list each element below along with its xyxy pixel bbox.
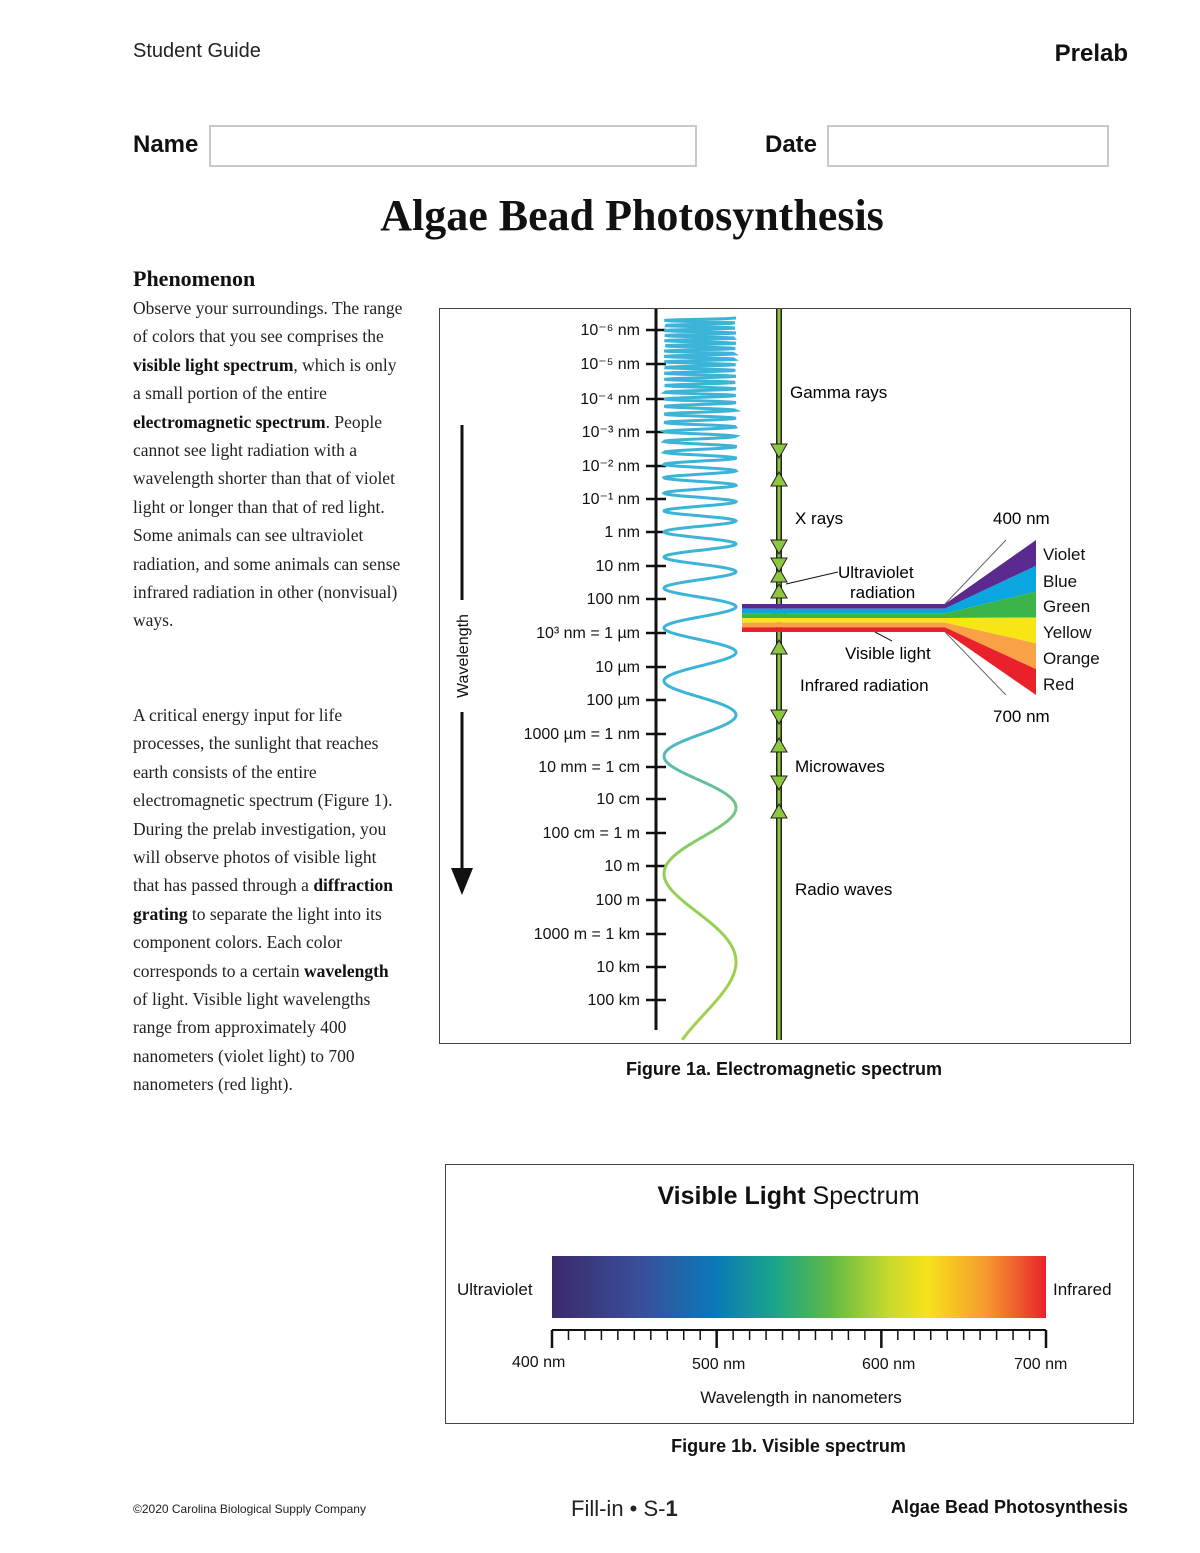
figure-1b-title-rest: Spectrum [805, 1182, 920, 1210]
scale-tick-label: 1000 µm = 1 nm [523, 726, 640, 743]
tick-500-label: 500 nm [692, 1356, 746, 1373]
band-yellow [742, 618, 945, 623]
figure-1b-title [445, 1182, 1132, 1211]
scale-tick-label: 10⁻⁵ nm [580, 356, 640, 373]
band-green [742, 613, 945, 618]
arrow-head-down [771, 776, 787, 790]
infrared-side-label: Infrared [1053, 1280, 1112, 1299]
page-number [571, 1496, 678, 1522]
scale-tick-label: 10³ nm = 1 µm [536, 625, 640, 642]
color-label-blue: Blue [1043, 572, 1078, 591]
arrow-head-down [771, 558, 787, 572]
bold-term: diffraction grating [133, 875, 394, 924]
arrow-head-down [771, 444, 787, 458]
color-label-green: Green [1043, 597, 1091, 616]
scale-tick-label: 1 nm [604, 524, 640, 541]
spectrum-bottom-label: 700 nm [993, 707, 1050, 726]
text-run: to separate the light into its component colors. Each color corresponds to a certain [133, 903, 382, 981]
figure-1a-caption: Figure 1a. Electromagnetic spectrum [625, 1059, 943, 1079]
tick-400-label: 400 nm [512, 1354, 566, 1371]
scale-tick-label: 10⁻⁴ nm [580, 391, 640, 408]
scale-tick-label: 100 km [587, 992, 640, 1009]
tick-700-label: 700 nm [1014, 1356, 1068, 1373]
footer-title: Algae Bead Photosynthesis [890, 1497, 1128, 1517]
bold-term: wavelength [304, 960, 389, 981]
spectrum-top-label: 400 nm [993, 509, 1050, 528]
phenomenon-heading: Phenomenon [133, 266, 256, 291]
page-num: 1 [665, 1496, 678, 1521]
scale-tick-label: 10⁻³ nm [581, 424, 640, 441]
name-label: Name [133, 131, 199, 158]
figure-1b-caption: Figure 1b. Visible spectrum [671, 1436, 906, 1456]
band-orange [742, 623, 945, 628]
visible-leader-line [875, 632, 892, 641]
page-prefix: Fill-in • S- [571, 1496, 666, 1521]
figure-1b-title-bold: Visible Light [657, 1182, 806, 1210]
scale-tick-label: 10 km [596, 959, 640, 976]
gamma-rays-label: Gamma rays [790, 383, 888, 402]
color-label-red: Red [1043, 675, 1075, 694]
scale-tick-label: 10 µm [595, 659, 640, 676]
text-run: of light. Visible light wavelengths range from approximately 400 nanometers (violet light) to 700 nanometers (red light). [133, 989, 371, 1095]
date-label: Date [765, 131, 818, 158]
scale-tick-label: 10 cm [596, 791, 640, 808]
radio-waves-label: Radio waves [795, 880, 893, 899]
copyright: ©2020 Carolina Biological Supply Company [133, 1502, 366, 1516]
wavelength-arrow-head [451, 868, 473, 895]
scale-tick-label: 100 m [595, 892, 640, 909]
scale-tick-label: 10 m [604, 858, 640, 875]
color-label-orange: Orange [1043, 649, 1100, 668]
bold-term: visible light spectrum [133, 354, 294, 375]
band-violet [742, 604, 945, 609]
scale-ticks [524, 322, 666, 1009]
arrow-head-up [771, 472, 787, 486]
scale-tick-label: 100 nm [586, 591, 640, 608]
scale-tick-label: 10 nm [595, 558, 640, 575]
arrow-head-down [771, 710, 787, 724]
tick-600-label: 600 nm [862, 1356, 916, 1373]
bold-term: electromagnetic spectrum [133, 411, 326, 432]
scale-tick-label: 10⁻² nm [581, 458, 640, 475]
microwaves-label: Microwaves [795, 757, 885, 776]
color-label-violet: Violet [1043, 545, 1086, 564]
band-blue [742, 609, 945, 614]
scale-tick-label: 100 cm = 1 m [542, 825, 640, 842]
scale-tick-label: 10⁻¹ nm [581, 491, 640, 508]
color-label-yellow: Yellow [1043, 623, 1092, 642]
text-run: Observe your surroundings. The range of colors that you see comprises the [133, 298, 403, 347]
header-section-label: Prelab [1054, 40, 1128, 67]
scale-tick-label: 10 mm = 1 cm [538, 759, 640, 776]
scale-tick-label: 100 µm [586, 692, 640, 709]
header-guide-label: Student Guide [133, 40, 261, 62]
ultraviolet-label-2: radiation [850, 583, 916, 602]
ultraviolet-side-label: Ultraviolet [457, 1280, 533, 1299]
visible-axis-title: Wavelength in nanometers [700, 1388, 902, 1407]
text-run: , which is only a small portion of the entire [133, 354, 397, 404]
infrared-label: Infrared radiation [800, 676, 929, 695]
arrow-head-up [771, 584, 787, 598]
page-title: Algae Bead Photosynthesis [380, 191, 884, 240]
text-run: . People cannot see light radiation with a wavelength shorter than that of violet light or longer than that of red light. Some animals can see ultraviolet radiation, and some animals can sense infrared radiation in other (nonvisual) ways. [133, 411, 401, 631]
arrow-head-up [771, 738, 787, 752]
wavelength-axis-label: Wavelength [455, 614, 472, 698]
visible-light-label: Visible light [845, 644, 931, 663]
uv-leader-line [786, 572, 838, 584]
scale-tick-label: 1000 m = 1 km [533, 926, 640, 943]
color-labels [1043, 545, 1100, 694]
scale-tick-label: 10⁻⁶ nm [580, 322, 640, 339]
arrow-head-down [771, 540, 787, 554]
arrow-head-up [771, 804, 787, 818]
ultraviolet-label-1: Ultraviolet [838, 563, 914, 582]
text-run: A critical energy input for life processes, the sunlight that reaches earth consists of the entire electromagnetic spectrum (Figure 1). During the prelab investigation, you will observe photos of visible light that has passed through a [133, 705, 393, 896]
band-red [742, 627, 945, 632]
arrow-head-up [771, 640, 787, 654]
x-rays-label: X rays [795, 509, 844, 528]
em-wave [664, 318, 736, 1040]
